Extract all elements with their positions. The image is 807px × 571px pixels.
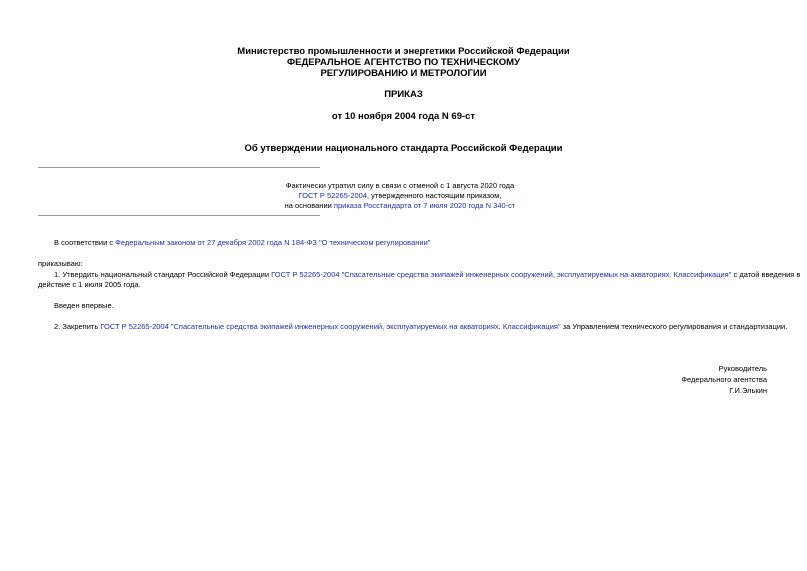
rosstandart-order-link[interactable]: приказа Росстандарта от 7 июля 2020 года N 340-ст [333, 201, 516, 210]
status-note-line2 [250, 191, 550, 201]
paragraph-first-introduced: Введен впервые. [54, 301, 114, 310]
item2-text-end: за Управлением технического регулирования и стандартизации. [560, 322, 788, 331]
gost-standard-link-2[interactable]: ГОСТ Р 52265-2004 "Спасательные средства экипажей инженерных сооружений, эксплуатируемых на акваториях. Классификация" [100, 322, 561, 331]
ministry-name: Министерство промышленности и энергетики Российской Федерации [237, 46, 570, 57]
gost-link[interactable]: ГОСТ Р 52265-2004 [298, 191, 367, 200]
paragraph-item1-line2: действие с 1 июля 2005 года. [38, 280, 141, 289]
bottom-divider [38, 215, 320, 216]
paragraph-item2 [54, 322, 787, 332]
status-note-line2-text: , утвержденного настоящим приказом, [367, 191, 502, 200]
paragraph-order: приказываю: [38, 259, 83, 268]
gost-standard-link-1[interactable]: ГОСТ Р 52265-2004 "Спасательные средства экипажей инженерных сооружений, эксплуатируемых на акваториях. Классификация" [271, 270, 732, 279]
paragraph-basis [54, 238, 430, 248]
document-title: Об утверждении национального стандарта Российской Федерации [244, 143, 563, 154]
document-date-number: от 10 ноября 2004 года N 69-ст [331, 111, 476, 122]
status-note-line1: Фактически утратил силу в связи с отменой с 1 августа 2020 года [285, 181, 515, 190]
signature-position: Руководитель [718, 364, 767, 373]
agency-name-line1: ФЕДЕРАЛЬНОЕ АГЕНТСТВО ПО ТЕХНИЧЕСКОМУ [287, 57, 520, 68]
status-note-line3 [250, 201, 550, 211]
paragraph-item1 [54, 270, 801, 280]
agency-name-line2: РЕГУЛИРОВАНИЮ И МЕТРОЛОГИИ [320, 68, 487, 79]
federal-law-link[interactable]: Федеральным законом от 27 декабря 2002 года N 184-ФЗ "О техническом регулировании" [115, 238, 431, 247]
signature-name: Г.И.Элькин [729, 386, 767, 395]
top-divider [38, 167, 320, 168]
item1-text-end: с датой введения в [731, 270, 801, 279]
status-note-line3-text: на основании [284, 201, 334, 210]
item2-text-start: 2. Закрепить [54, 322, 101, 331]
document-type: ПРИКАЗ [384, 89, 423, 100]
paragraph-basis-text: В соответствии с [54, 238, 116, 247]
signature-agency: Федерального агентства [681, 375, 767, 384]
item1-text-start: 1. Утвердить национальный стандарт Российской Федерации [54, 270, 272, 279]
